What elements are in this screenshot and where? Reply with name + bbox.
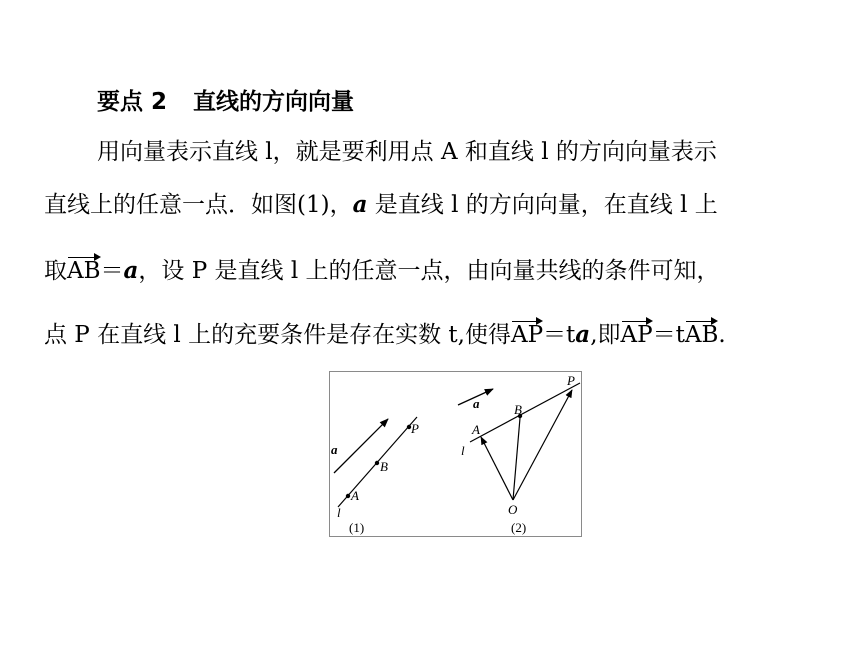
fig1-label-p: P <box>411 421 419 436</box>
figure-2 <box>458 373 580 535</box>
line4-mid1: ＝t <box>543 322 576 348</box>
vector-ap: AP <box>620 322 653 348</box>
vector-ap: AP <box>510 322 544 348</box>
line2-text-b: 是直线 l 的方向向量，在直线 l 上 <box>367 192 718 218</box>
vector-a-symbol: a <box>575 321 591 348</box>
line4-pre: 点 P 在直线 l 上的充要条件是存在实数 t,使得 <box>44 322 511 348</box>
fig1-caption: (1) <box>349 520 365 535</box>
fig1-label-a: A <box>351 488 359 503</box>
line4-mid2: ,即 <box>590 322 621 348</box>
fig1-point-a <box>346 494 350 498</box>
fig2-caption: (2) <box>511 520 527 535</box>
line4-end: . <box>718 322 726 348</box>
figure-1 <box>331 417 419 535</box>
paragraph-line-4 <box>44 320 726 350</box>
heading-label: 要点 2 <box>97 89 168 115</box>
fig2-label-o: O <box>508 502 518 517</box>
fig2-label-p: P <box>567 373 575 388</box>
figure-panel <box>329 371 582 537</box>
fig2-label-l: l <box>461 443 465 458</box>
fig1-point-b <box>375 461 379 465</box>
line4-mid3: ＝t <box>652 322 685 348</box>
vector-ab: AB <box>67 258 101 284</box>
section-heading <box>97 83 354 116</box>
vector-a-symbol: a <box>352 191 368 218</box>
line2-text-a: 直线上的任意一点．如图(1)， <box>44 192 353 218</box>
line3-pre: 取 <box>44 258 67 284</box>
fig1-vector-a-label: a <box>331 442 338 457</box>
fig1-label-b: B <box>380 459 388 474</box>
paragraph-line-2 <box>44 190 718 220</box>
equals-sign: ＝ <box>100 258 124 284</box>
line1-text: 用向量表示直线 l，就是要利用点 A 和直线 l 的方向向量表示 <box>97 139 717 165</box>
fig1-label-l: l <box>337 505 341 520</box>
fig2-vector-a-label: a <box>473 396 480 411</box>
fig2-label-a: A <box>472 422 480 437</box>
paragraph-line-1 <box>97 137 717 167</box>
vector-a-symbol: a <box>123 257 139 284</box>
fig2-vector-oa <box>481 437 513 500</box>
line3-post: ，设 P 是直线 l 上的任意一点，由向量共线的条件可知， <box>138 258 720 284</box>
vector-ab: AB <box>684 322 719 348</box>
heading-title: 直线的方向向量 <box>193 89 355 115</box>
paragraph-line-3 <box>44 256 720 286</box>
fig2-label-b: B <box>514 402 522 417</box>
figure-svg <box>330 372 583 538</box>
